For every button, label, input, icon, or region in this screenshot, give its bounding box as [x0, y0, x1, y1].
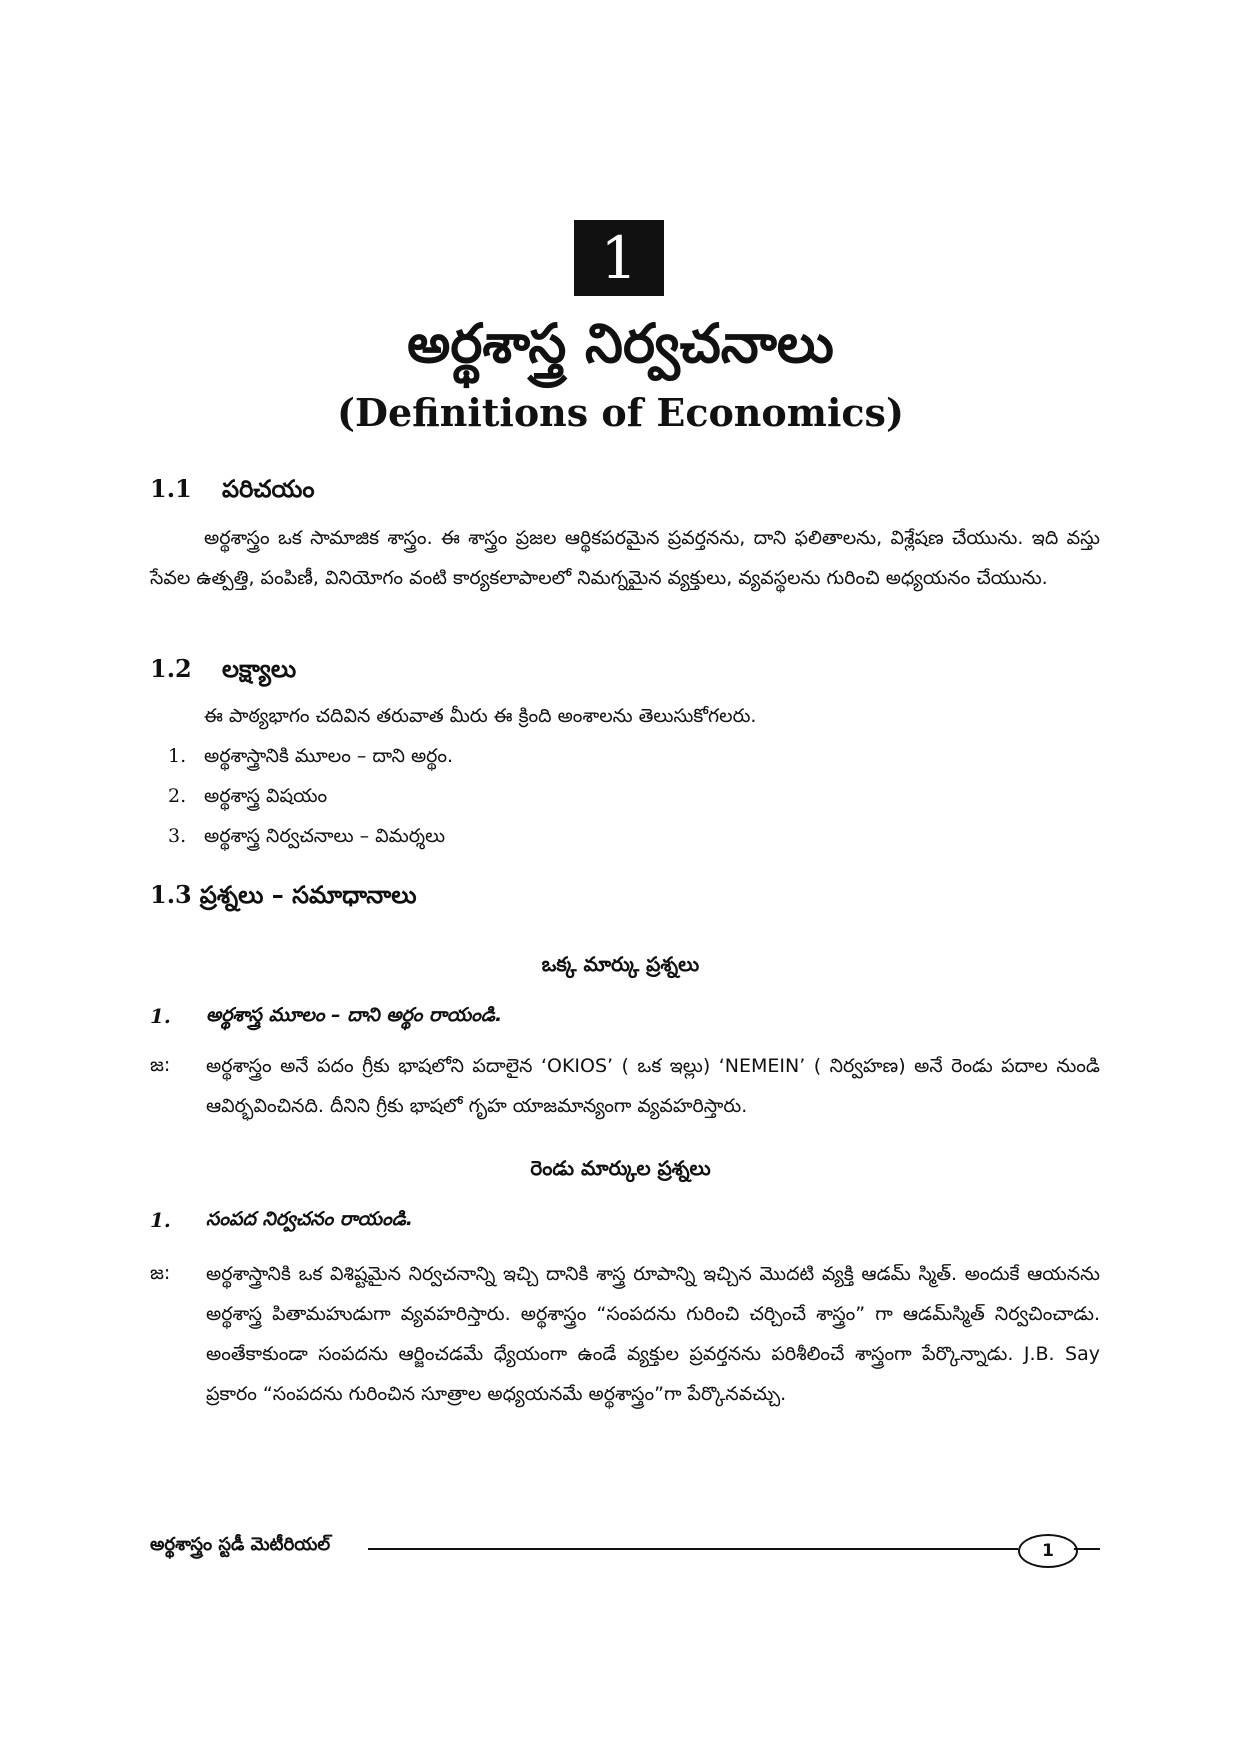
chapter-title: అర్థశాస్త్ర నిర్వచనాలు	[407, 312, 834, 375]
answer-text: అర్థశాస్త్రం అనే పదం గ్రీకు భాషలోని పదాలైన ‘OKIOS’ ( ఒక ఇల్లు) ‘NEMEIN’ ( నిర్వహణ) అనే రెండు పదాల నుండి ఆవిర్భవించినది. దీనిని గ్రీకు భాషలో గృహ యాజమాన్యంగా వ్యవహరిస్తారు.	[206, 1055, 1100, 1117]
intro-paragraph	[150, 518, 1100, 598]
list-item-text: అర్థశాస్త్ర విషయం	[204, 785, 328, 807]
list-item-text: అర్థశాస్త్ర నిర్వచనాలు – విమర్శలు	[204, 825, 446, 847]
one-mark-heading: ఒక్క మార్కు ప్రశ్నలు	[541, 952, 700, 976]
section-heading-intro	[150, 474, 315, 509]
chapter-subtitle: (Definitions of Economics)	[337, 390, 904, 435]
section-heading-objectives	[150, 654, 296, 689]
list-item-number: 3.	[168, 825, 187, 847]
list-item-number: 2.	[168, 785, 187, 807]
section-number: 1.2	[150, 654, 192, 683]
section-title: లక్ష్యాలు	[222, 655, 297, 683]
section-number: 1.1	[150, 474, 192, 503]
list-item	[168, 776, 327, 816]
answer-text: అర్థశాస్త్రానికి ఒక విశిష్టమైన నిర్వచనాన్ని ఇచ్చి దానికి శాస్త్ర రూపాన్ని ఇచ్చిన మొదటి వ్యక్తి ఆడమ్ స్మిత్. అందుకే ఆయనను అర్థశాస్త్ర పితామహుడుగా వ్యవహరిస్తారు. అర్థశాస్త్రం “సంపదను గురించి చర్చించే శాస్త్రం” గా ఆడమ్‌స్మిత్ నిర్వచించాడు. అంతేకాకుండా సంపదను ఆర్జించడమే ధ్యేయంగా ఉండే వ్యక్తుల ప్రవర్తనను పరిశీలించే శాస్త్రంగా పేర్కొన్నాడు. J.B. Say ప్రకారం “సంపదను గురించిన సూత్రాల అధ్యయనమే అర్థశాస్త్రం”గా పేర్కొనవచ్చు.	[206, 1263, 1100, 1405]
answer-label: జ:	[150, 1054, 171, 1076]
list-item-number: 1.	[168, 745, 187, 767]
list-item	[168, 736, 453, 776]
footer-rule-end	[1074, 1548, 1100, 1550]
page-number: 1	[1018, 1534, 1078, 1568]
footer-label: అర్థశాస్త్రం స్టడీ మెటీరియల్	[150, 1534, 331, 1555]
list-item	[168, 816, 445, 856]
section-number: 1.3	[150, 880, 192, 909]
footer-rule	[368, 1548, 1018, 1550]
answer-label: జ:	[150, 1262, 171, 1284]
question-text: అర్థశాస్త్ర మూలం – దాని అర్థం రాయండి.	[206, 1004, 503, 1026]
question-text: సంపద నిర్వచనం రాయండి.	[206, 1208, 413, 1230]
question-number: 1.	[150, 1208, 171, 1232]
intro-text: అర్థశాస్త్రం ఒక సామాజిక శాస్త్రం. ఈ శాస్త్రం ప్రజల ఆర్థికపరమైన ప్రవర్తనను, దాని ఫలితాలను, విశ్లేషణ చేయును. ఇది వస్తు సేవల ఉత్పత్తి, పంపిణీ, వినియోగం వంటి కార్యకలాపాలలో నిమగ్నమైన వ్యక్తులు, వ్యవస్థలను గురించి అధ్యయనం చేయును.	[150, 527, 1100, 589]
chapter-number-box: 1	[574, 220, 664, 296]
section-title: పరిచయం	[222, 475, 315, 503]
list-item-text: అర్థశాస్త్రానికి మూలం – దాని అర్థం.	[204, 745, 454, 767]
question-number: 1.	[150, 1004, 171, 1028]
objectives-lead: ఈ పాఠ్యభాగం చదివిన తరువాత మీరు ఈ క్రింది అంశాలను తెలుసుకోగలరు.	[204, 705, 757, 727]
section-heading-qa	[150, 880, 417, 915]
section-title: ప్రశ్నలు – సమాధానాలు	[199, 881, 417, 909]
two-mark-heading: రెండు మార్కుల ప్రశ్నలు	[530, 1156, 711, 1180]
